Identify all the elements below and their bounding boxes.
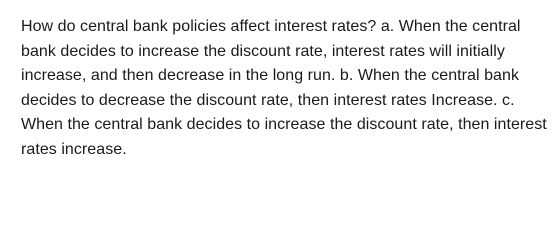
question-text: How do central bank policies affect interest rates? a. When the central bank decides to increase the discount rate, interest rates will initially increase, and then decrease in the long run. b. When the central bank decides to decrease the discount rate, then interest rates Increase. c. When the central bank decides to increase the discount rate, then interest rates increase. bbox=[21, 18, 547, 158]
